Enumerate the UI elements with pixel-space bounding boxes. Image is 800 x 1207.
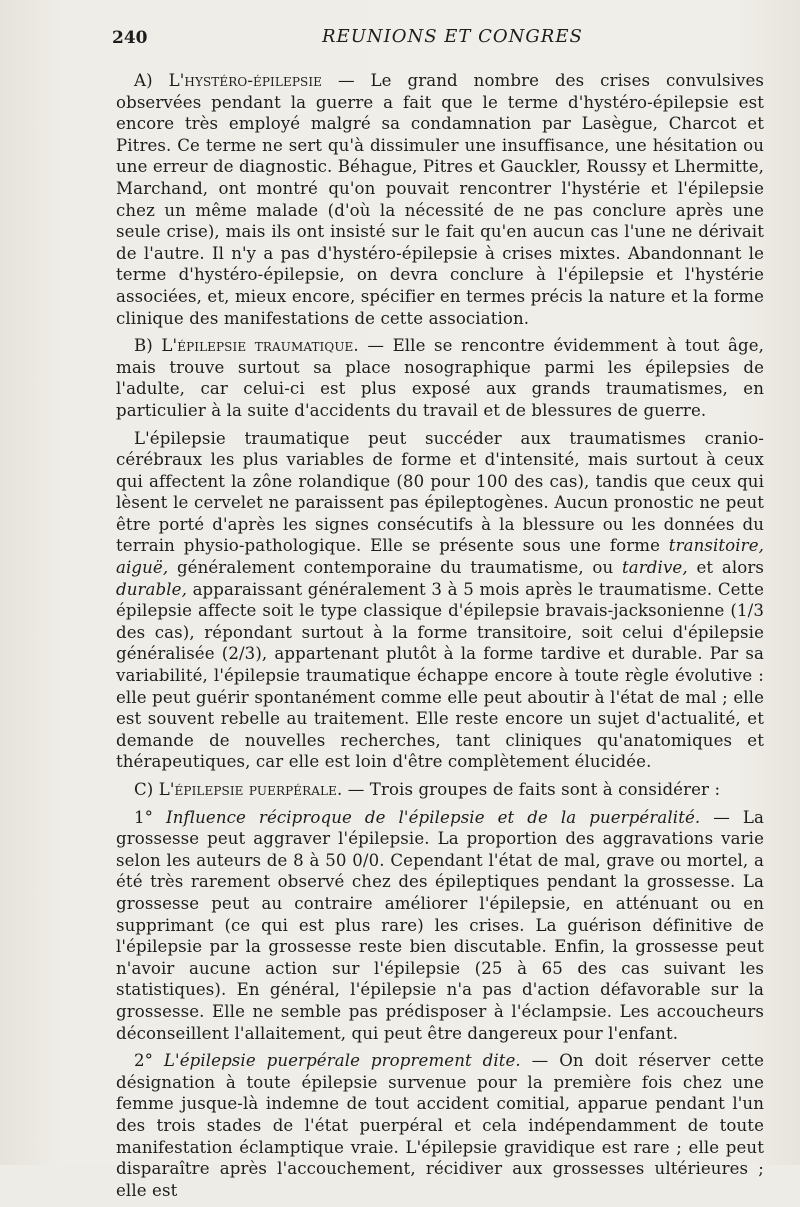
section-c-subsection-2 bbox=[116, 1050, 764, 1201]
section-a-text: — Le grand nombre des crises convulsives observées pendant la guerre a fait que le terme d'hystéro-épilepsie est encore très employé malgré sa condamnation par Lasègue, Charcot et Pitres. Ce terme ne sert qu'à dissimuler une insuffisance, une hésitation ou une erreur de diagnostic. Béhague, Pitres et Gauckler, Roussy et Lhermitte, Marchand, ont montré qu'on pouvait rencontrer l'hystérie et l'épilepsie chez un même malade (d'où la nécessité de ne pas conclure après une seule crise), mais ils ont insisté sur le fait qu'en aucun cas l'une ne dérivait de l'autre. Il n'y a pas d'hystéro-épilepsie à crises mixtes. Abandonnant le terme d'hystéro-épilepsie, on devra conclure à l'épilepsie et l'hystérie associées, et, mieux encore, spécifier en termes précis la nature et la forme clinique des manifestations de cette association. bbox=[116, 71, 765, 328]
section-a-title: L'hystéro-épilepsie bbox=[168, 71, 323, 90]
section-b-paragraph-2 bbox=[116, 428, 764, 774]
section-c-label: C) bbox=[134, 780, 154, 799]
section-b-p2-italic-1: transitoire, aiguë, bbox=[116, 536, 764, 578]
subsection-1-number: 1° bbox=[134, 807, 154, 827]
section-b-text: — Elle se rencontre évidemment à tout âge, mais trouve surtout sa place nosographique parmi les épilepsies de l'adulte, car celui-ci est plus exposé aux grands traumatismes, en particulier à la suite d'accidents du travail et de blessures de guerre. bbox=[116, 336, 765, 420]
subsection-1-title: Influence réciproque de l'épilepsie et de la puerpéralité. bbox=[166, 807, 701, 827]
section-b-label: B) bbox=[134, 336, 153, 356]
page-number: 240 bbox=[112, 28, 148, 48]
section-b-title: L'épilepsie traumatique. bbox=[161, 336, 359, 356]
section-a-paragraph bbox=[116, 70, 764, 329]
section-b-p2-text-1: L'épilepsie traumatique peut succéder aux traumatismes cranio-cérébraux les plus variables de forme et d'intensité, mais surtout à ceux qui affectent la zône rolandique (80 pour 100 des cas), tandis que ceux qui lèsent le cervelet ne paraissent pas épileptogènes. Aucun pronostic ne peut être porté d'après les signes consécutifs à la blessure ou les données du terrain physio-pathologique. Elle se présente sous une forme bbox=[116, 428, 764, 556]
section-a-label: A) bbox=[134, 71, 153, 90]
section-c-text: — Trois groupes de faits sont à considérer : bbox=[342, 780, 721, 799]
subsection-2-text: — On doit réserver cette désignation à toute épilepsie survenue pour la première fois chez une femme jusque-là indemne de tout accident comitial, apparue pendant l'un des trois stades de l'état puerpéral et cela indépendamment de toute manifestation éclamptique vraie. L'épilepsie gravidique est rare ; elle peut disparaître après l'accouchement, récidiver aux grossesses ultérieures ; elle est bbox=[116, 1051, 764, 1200]
section-c-subsection-1 bbox=[116, 807, 764, 1045]
section-b-p2-text-2: généralement contemporaine du traumatisme, ou bbox=[168, 558, 623, 578]
page-header bbox=[112, 26, 764, 50]
section-c-paragraph bbox=[116, 779, 764, 801]
section-b-p2-italic-2: tardive, bbox=[622, 558, 688, 578]
section-c-title: L'épilepsie puerpérale. bbox=[158, 780, 343, 799]
subsection-2-title: L'épilepsie puerpérale proprement dite. bbox=[163, 1051, 521, 1071]
running-title: REUNIONS ET CONGRES bbox=[322, 26, 583, 47]
section-b-p2-text-3: et alors bbox=[687, 558, 764, 578]
subsection-2-number: 2° bbox=[134, 1051, 154, 1071]
body-text bbox=[116, 70, 764, 1207]
section-b-paragraph bbox=[116, 335, 764, 421]
subsection-1-text: — La grossesse peut aggraver l'épilepsie. La proportion des aggravations varie selon les auteurs de 8 à 50 0/0. Cependant l'état de mal, grave ou mortel, a été très rarement observé chez des épileptiques pendant la grossesse. La grossesse peut au contraire améliorer l'épilepsie, en atténuant ou en supprimant (ce qui est plus rare) les crises. La guérison définitive de l'épilepsie par la grossesse reste bien discutable. Enfin, la grossesse peut n'avoir aucune action sur l'épilepsie (25 à 65 des cas suivant les statistiques). En général, l'épilepsie n'a pas d'action défavorable sur la grossesse. Elle ne semble pas prédisposer à l'éclampsie. Les accoucheurs déconseillent l'allaitement, qui peut être dangereux pour l'enfant. bbox=[116, 807, 765, 1043]
section-b-p2-italic-3: durable, bbox=[116, 579, 187, 599]
section-b-p2-text-4: apparaissant généralement 3 à 5 mois après le traumatisme. Cette épilepsie affecte soit le type classique d'épilepsie bravais-jacksonienne (1/3 des cas), répondant surtout à la forme transitoire, soit celui d'épilepsie généralisée (2/3), appartenant plutôt à la forme tardive et durable. Par sa variabilité, l'épilepsie traumatique échappe encore à toute règle évolutive : elle peut guérir spontanément comme elle peut aboutir à l'état de mal ; elle est souvent rebelle au traitement. Elle reste encore un sujet d'actualité, et demande de nouvelles recherches, tant cliniques qu'anatomiques et thérapeutiques, car elle est loin d'être complètement élucidée. bbox=[116, 579, 764, 772]
